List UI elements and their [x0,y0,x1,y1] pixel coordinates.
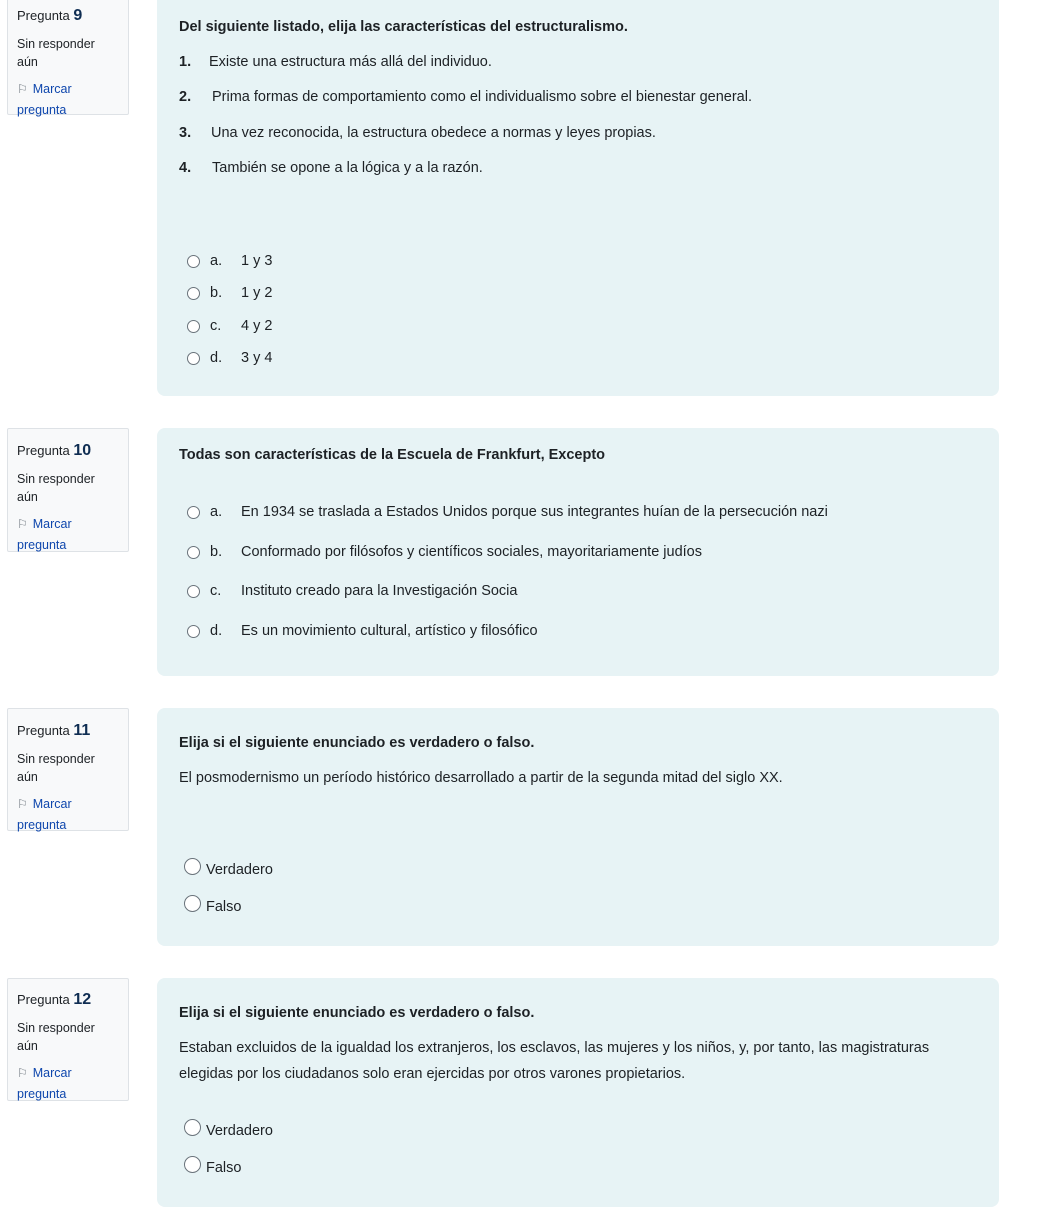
option-text: Conformado por filósofos y científicos sociales, mayoritariamente judíos [241,544,702,560]
option-text: Verdadero [206,1122,273,1139]
question-label: Pregunta [17,723,70,738]
option-letter: d. [210,350,223,366]
answer-option-b[interactable] [187,285,272,301]
question-state: Sin responder aún [17,37,95,69]
item-text: También se opone a la lógica y a la razón. [212,160,483,176]
radio-button[interactable] [187,255,200,268]
question-label: Pregunta [17,8,70,23]
flag-label-2: pregunta [17,103,67,117]
item-number: 1. [179,54,192,70]
flag-label-1: Marcar [32,1066,72,1080]
radio-button[interactable] [184,1119,201,1136]
question-title: Del siguiente listado, elija las características del estructuralismo. [179,19,628,35]
question-title: Elija si el siguiente enunciado es verdadero o falso. [179,1005,535,1021]
list-item [179,160,483,176]
question-title: Elija si el siguiente enunciado es verdadero o falso. [179,735,535,751]
option-letter: a. [210,253,223,269]
question-label: Pregunta [17,443,70,458]
option-text: 3 y 4 [241,350,273,366]
option-letter: c. [210,583,222,599]
radio-button[interactable] [187,287,200,300]
answer-option-true[interactable] [184,1122,273,1139]
flag-label-1: Marcar [32,517,72,531]
radio-button[interactable] [184,1156,201,1173]
question-number [17,442,119,460]
question-label: Pregunta [17,992,70,1007]
option-letter: c. [210,318,222,334]
option-text: Instituto creado para la Investigación Socia [241,583,518,599]
option-letter: b. [210,285,223,301]
question-content-10 [157,428,999,676]
question-number-value: 9 [73,7,83,24]
list-item [179,125,656,141]
item-text: Prima formas de comportamiento como el individualismo sobre el bienestar general. [212,89,752,105]
radio-button[interactable] [187,320,200,333]
option-text: 4 y 2 [241,318,273,334]
list-item [179,54,492,70]
answer-option-c[interactable] [187,583,517,599]
answer-option-b[interactable] [187,544,702,560]
option-text: Falso [206,1159,242,1176]
question-number-value: 11 [73,722,91,739]
option-text: Es un movimiento cultural, artístico y filosófico [241,623,538,639]
question-statement: El posmodernismo un período histórico desarrollado a partir de la segunda mitad del siglo XX. [179,770,783,786]
flag-label-1: Marcar [32,797,72,811]
answer-option-c[interactable] [187,318,272,334]
answer-option-d[interactable] [187,623,538,639]
radio-button[interactable] [187,546,200,559]
option-text: 1 y 2 [241,285,273,301]
radio-button[interactable] [187,506,200,519]
question-number [17,991,119,1009]
question-number [17,7,119,25]
radio-button[interactable] [184,895,201,912]
item-text: Existe una estructura más allá del individuo. [209,54,492,70]
question-title: Todas son características de la Escuela de Frankfurt, Excepto [179,447,606,463]
question-info-11 [7,708,129,831]
answer-option-a[interactable] [187,504,828,520]
question-number-value: 10 [73,442,92,459]
flag-question-link[interactable] [17,79,119,121]
radio-button[interactable] [184,858,201,875]
question-content-12 [157,978,999,1207]
question-number-value: 12 [73,991,92,1008]
option-letter: a. [210,504,223,520]
flag-label-2: pregunta [17,818,67,832]
flag-icon: ⚐ [17,82,28,96]
question-content-9 [157,0,999,396]
radio-button[interactable] [187,625,200,638]
question-state: Sin responder aún [17,752,95,784]
flag-icon: ⚐ [17,1066,28,1080]
item-number: 4. [179,160,192,176]
question-statement: Estaban excluidos de la igualdad los extranjeros, los esclavos, las mujeres y los niños, y, por tanto, las magistraturas elegidas por los ciudadanos solo eran ejercidas por otros varones propietarios. [179,1040,930,1082]
list-item [179,89,752,105]
item-text: Una vez reconocida, la estructura obedece a normas y leyes propias. [211,125,656,141]
answer-option-false[interactable] [184,898,241,915]
answer-option-false[interactable] [184,1159,241,1176]
question-info-10 [7,428,129,552]
flag-label-2: pregunta [17,538,67,552]
answer-option-true[interactable] [184,861,273,878]
flag-icon: ⚐ [17,797,28,811]
flag-question-link[interactable] [17,794,119,836]
question-state: Sin responder aún [17,1021,95,1053]
answer-option-d[interactable] [187,350,272,366]
item-number: 3. [179,125,192,141]
question-info-12 [7,978,129,1101]
question-info-9 [7,0,129,115]
question-content-11 [157,708,999,946]
radio-button[interactable] [187,352,200,365]
option-letter: d. [210,623,223,639]
option-text: En 1934 se traslada a Estados Unidos porque sus integrantes huían de la persecución nazi [241,504,828,520]
flag-question-link[interactable] [17,1063,119,1105]
option-text: 1 y 3 [241,253,273,269]
option-text: Verdadero [206,861,273,878]
radio-button[interactable] [187,585,200,598]
question-number [17,722,119,740]
option-letter: b. [210,544,223,560]
item-number: 2. [179,89,192,105]
option-text: Falso [206,898,242,915]
question-state: Sin responder aún [17,472,95,504]
flag-icon: ⚐ [17,517,28,531]
flag-label-1: Marcar [32,82,72,96]
flag-question-link[interactable] [17,514,119,556]
answer-option-a[interactable] [187,253,272,269]
flag-label-2: pregunta [17,1087,67,1101]
